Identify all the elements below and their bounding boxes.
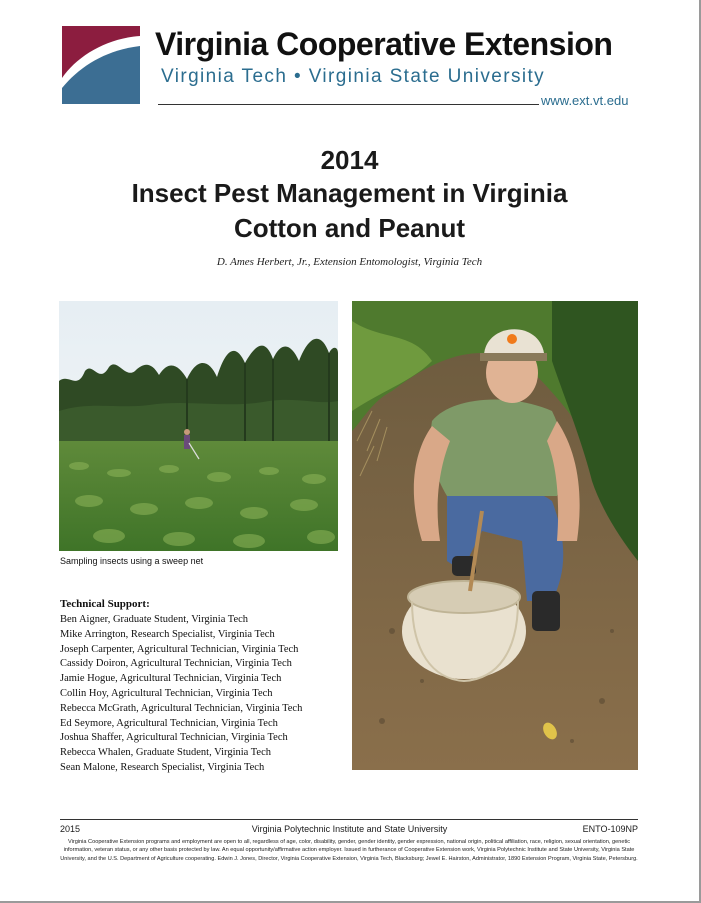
support-member: Cassidy Doiron, Agricultural Technician, Virginia Tech: [60, 658, 292, 670]
field-sampling-photo: [59, 301, 338, 551]
support-heading: Technical Support:: [60, 598, 150, 610]
support-member: Sean Malone, Research Specialist, Virginia Tech: [60, 761, 265, 773]
title-line-2: Cotton and Peanut: [233, 213, 466, 243]
support-member: Joshua Shaffer, Agricultural Technician, Virginia Tech: [60, 732, 288, 744]
org-subtitle: Virginia Tech • Virginia State University: [161, 66, 546, 87]
vce-logo-icon: [62, 26, 140, 104]
title-line-1: Insect Pest Management in Virginia: [131, 178, 568, 208]
org-name: Virginia Cooperative Extension: [155, 26, 613, 62]
footer-year: 2015: [60, 824, 81, 834]
support-member: Mike Arrington, Research Specialist, Virginia Tech: [60, 628, 275, 640]
support-member: Ed Seymore, Agricultural Technician, Virginia Tech: [60, 717, 278, 729]
footer-disclaimer: Virginia Cooperative Extension programs and employment are open to all, regardless of age, color, disability, gender, gender identity, gender expression, national origin, political affiliation, race, religion, sexual orientation, genetic information, veteran status, or any other basis protected by law. An equal opportunity/affirmative action employer. Issued in furtherance of Cooperative Extension work, Virginia Polytechnic Institute and State University, Virginia State University, and the U.S. Department of Agriculture cooperating. Edwin J. Jones, Director, Virginia Cooperative Extension, Virginia Tech, Blacksburg; Jewel E. Hairston, Administrator, 1890 Extension Program, Virginia State, Petersburg.: [60, 839, 638, 862]
support-member: Rebecca Whalen, Graduate Student, Virginia Tech: [60, 747, 271, 759]
support-member: Ben Aigner, Graduate Student, Virginia Tech: [60, 614, 249, 625]
photo-caption: Sampling insects using a sweep net: [60, 556, 204, 566]
support-member: Collin Hoy, Agricultural Technician, Virginia Tech: [60, 687, 273, 699]
sweep-net-photo: [352, 301, 638, 770]
author-line: D. Ames Herbert, Jr., Extension Entomologist, Virginia Tech: [216, 256, 483, 268]
support-member: Joseph Carpenter, Agricultural Technician, Virginia Tech: [60, 643, 299, 655]
org-url-link[interactable]: www.ext.vt.edu: [541, 93, 629, 108]
header-divider: [158, 104, 539, 105]
footer-institution: Virginia Polytechnic Institute and State University: [251, 824, 448, 834]
support-member: Rebecca McGrath, Agricultural Technician, Virginia Tech: [60, 702, 303, 714]
support-list: [60, 613, 302, 776]
publication-code: ENTO-109NP: [582, 824, 638, 834]
support-member: Jamie Hogue, Agricultural Technician, Virginia Tech: [60, 673, 282, 685]
title-year: 2014: [320, 145, 379, 175]
footer-divider: [60, 819, 638, 820]
